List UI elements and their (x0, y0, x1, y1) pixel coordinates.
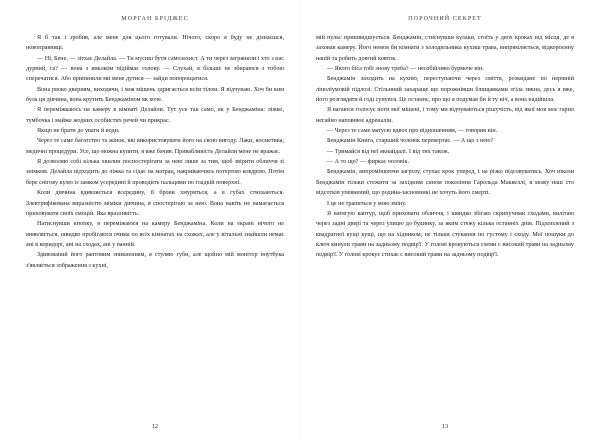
page-number-left: 12 (151, 423, 159, 430)
running-head-right: ПОРОЧНИЙ СЕКРЕТ (408, 16, 482, 22)
paragraph: Бенджамін, випромінюючи загрозу, ступає крок уперед, і на різко підсовуватись. Хоч ніколи Бенджамін тільки стежити за західним сином покоління Гарольда Маккеллі, я можу наш сто відсотків упевнений, що родина-засновникі не хочуть його смерті. (316, 169, 574, 197)
paragraph: Вона рвоко двериям, виходячи, і моя мішень здригається всім тілом. Я відчуваю. Хоч би ким була ця дівчина, вона крутить Бенджаміном як хоче. (26, 86, 284, 104)
paragraph: Бенджамін Книга, старший чоловік перевертає. — А що з нею? (327, 138, 494, 145)
paragraph: Я вагаюся голосує ноги мої мішені, і тому ми відчуваються рішучість, від якої мов моє гарно негайно наповнює адреналін. (316, 107, 574, 124)
paragraph: Через те саме багатство та жінок, яві використовувати його на свою вигоду. Лаки, косметика, медичні процедури. Усе, що можна купити, я вже бачив. Привабливість Делайли мене не вражає. (26, 138, 284, 155)
paragraph: Натиснувши кнопку, я переміжаюся на камеру Бенджаміна. Коли на екрані нічого не виявляється, швидко пробігаюся очима по всіх кімнатах на схожах, але у вітальні знайшли немає ані в коридорі, ані на сходах, ані у ванній. (26, 221, 284, 248)
paragraph: Я натягую каптур, щоб приховати обличчя, і швидко збігаю скрипучими сходами, вилітаю через задні двері та через улицю до будинку, за яким стежу кілька останніх днів. Підхоплений з квадратної кущі кущі, що на хідником, не тільки стукання по густому і сходу. Мої пошуки до ключ кинули трави на задньому подвір'ї. У голові крокуються схеми с високий трави на задньому подвір'ї. У голові крокує стихає с високий трави на задньому подвір'ї. (316, 210, 574, 259)
paragraph: мій пульс пришвидшується. Бенджамін, стиснувши кулаки, стоїть у двох кроках від місця, де я заховав камеру. Його немов би кімнати з холодильника кухиш трава, випрямляється, відкороєнну напій та робить довгий ковток. (316, 35, 574, 62)
paragraph: Я дозволяю собі кілька хвилин поспостерігати за нею лише за тим, щоб звірити обличчя зі знімком. Делайла підходить до ліжка та сідає на матрац, накриваючись потертою ковдрою. Потім бере снігову кулю із замком усередині й проводить пальцями по гладкій поверхні. (26, 159, 284, 186)
paragraph: — Якого біса тобі знову треба? — неозбійливо бурмоче він. (327, 66, 484, 73)
paragraph: — Тримайся від неї якнайдалі. І від тих також. (327, 148, 450, 155)
paragraph: Здивований його раптовим зникненням, я стуляю губи, але щойно мій монітор ноутбука з'являється зображення з кухні, (26, 252, 284, 269)
right-page (300, 0, 600, 440)
paragraph: Якщо не брати до уваги й води. (37, 128, 120, 135)
left-page-body (26, 33, 284, 416)
paragraph: — А то що? — фиркає чоловік. (327, 159, 410, 166)
right-page-body (316, 33, 574, 416)
running-head-left: МОРГАН БРІДЖЕС (121, 16, 189, 22)
paragraph: — Ні, Бене, — зітхає Делайла. — Ти мусиш бути самозахист. А ти через загрянили і хто з нас дурний, га? — вона з виклком підіймає голову. — Слухай, я більше не збираюся з тобою сперечатися. Або припинили ми мене дутися — зайди попорощатися. (26, 55, 284, 83)
page-number-right: 13 (441, 423, 449, 430)
paragraph: Бенджамін заходить на кухню, переступаючи через сміття, розкидане по нерівній ліноліумовій підлозі. Стільнний захараще ще порожнівши блищавками згіла зикна, десь я вже, його розглядати й годі сунувся. Це останнє, про що я подумав би й ту ніч, а вона надійшла. (316, 76, 574, 104)
paragraph: Я переміжкаюсь на камеру в кімнаті Делайли. Тут усе так само, як у Бенджаміна: ліжко, тумбочка і майже жодних особистих речей чи прикрас. (26, 107, 284, 124)
paragraph: — Через те саме матусю вдвох про відношенням, — говорив він. (327, 128, 498, 135)
paragraph: Коли дівчина вдивляється всередину, її брови хмуряться, а в губах стискаються. Злектрифікована виразністю міміки дівчина, я спостерігаю за нею. Вона навіть не намагається приховувати своїх емоцій. Яка вразливість. (26, 190, 284, 217)
paragraph: Я б так і зробив, але мене для цього готували. Нічого, скоро я буду не дізнаєшся, новоправниці. (26, 35, 284, 52)
paragraph: І це не трапиться у мою зміну. (327, 200, 407, 207)
